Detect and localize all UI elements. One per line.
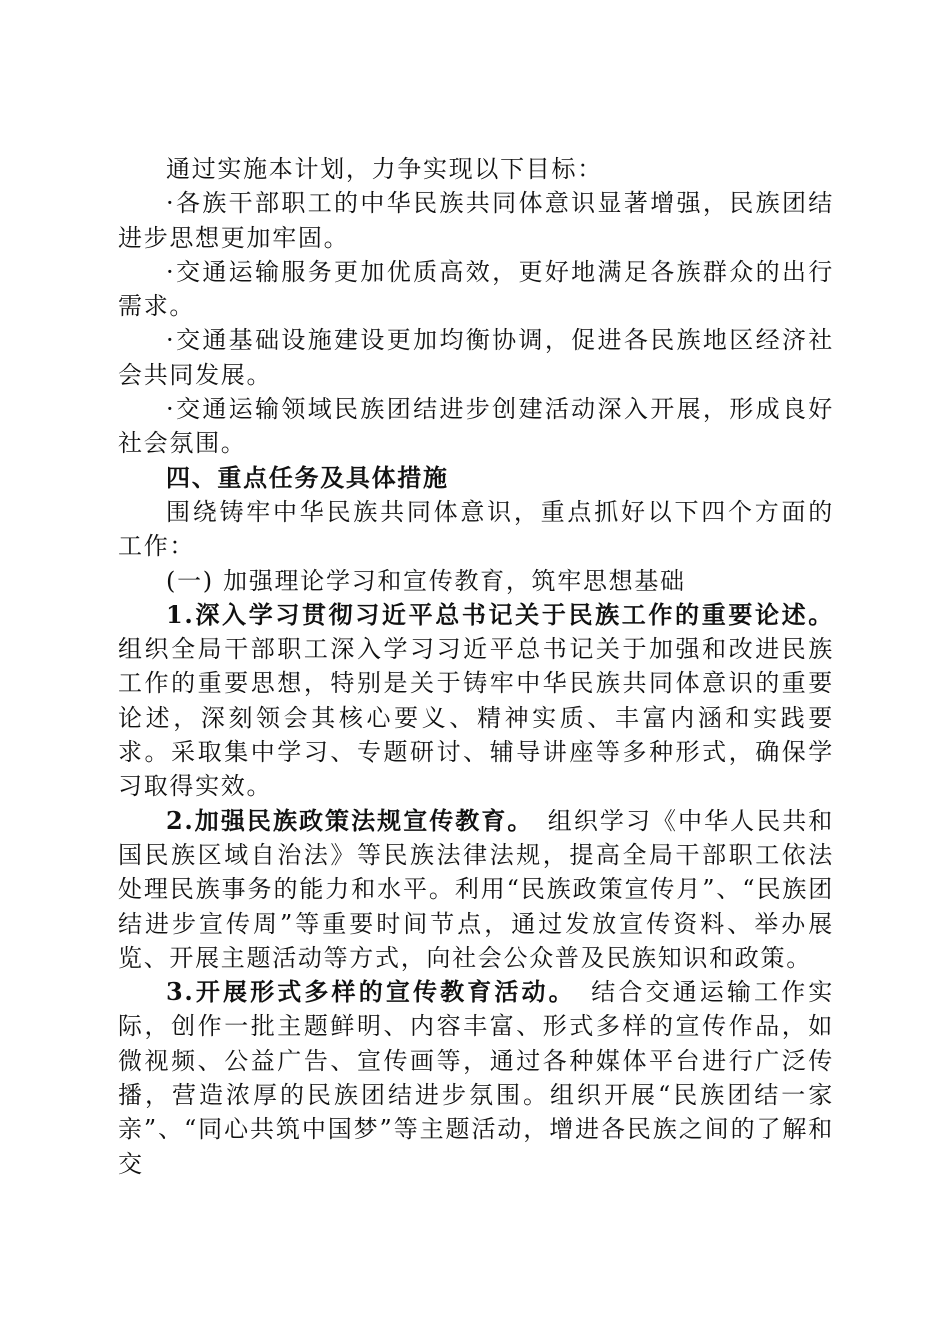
goal-item-2: ·交通运输服务更加优质高效，更好地满足各族群众的出行需求。 <box>118 257 834 321</box>
task-item-3-body: 结合交通运输工作实际，创作一批主题鲜明、内容丰富、形式多样的宣传作品，如微视频、公益广告、宣传画等，通过各种媒体平台进行广泛传播，营造浓厚的民族团结进步氛围。组织开展“民族团结一家亲”、“同心共筑中国梦”等主题活动，增进各民族之间的了解和交 <box>118 978 834 1178</box>
task-item-3 <box>118 975 834 1181</box>
section-heading: 四、重点任务及具体措施 <box>166 462 449 492</box>
task-item-1-title: 1.深入学习贯彻习近平总书记关于民族工作的重要论述。 <box>166 599 834 629</box>
task-item-2-title: 2.加强民族政策法规宣传教育。 <box>166 805 534 835</box>
section-intro: 围绕铸牢中华民族共同体意识，重点抓好以下四个方面的工作： <box>118 497 834 561</box>
document-page <box>118 152 834 1181</box>
task-item-2-body: 组织学习《中华人民共和国民族区域自治法》等民族法律法规，提高全局干部职工依法处理民族事务的能力和水平。利用“民族政策宣传月”、“民族团结进步宣传周”等重要时间节点，通过发放宣传资料、举办展览、开展主题活动等方式，向社会公众普及民族知识和政策。 <box>118 806 834 972</box>
goal-item-4: ·交通运输领域民族团结进步创建活动深入开展，形成良好社会氛围。 <box>118 395 834 458</box>
goal-item-3: ·交通基础设施建设更加均衡协调，促进各民族地区经济社会共同发展。 <box>118 326 834 389</box>
intro-paragraph: 通过实施本计划，力争实现以下目标： <box>166 155 603 183</box>
subsection-heading: (一) 加强理论学习和宣传教育，筑牢思想基础 <box>166 566 686 595</box>
task-item-1-body: 组织全局干部职工深入学习习近平总书记关于加强和改进民族工作的重要思想，特别是关于铸牢中华民族共同体意识的重要论述，深刻领会其核心要义、精神实质、丰富内涵和实践要求。采取集中学习、专题研讨、辅导讲座等多种形式，确保学习取得实效。 <box>118 635 834 801</box>
task-item-3-title: 3.开展形式多样的宣传教育活动。 <box>166 977 576 1007</box>
task-item-1 <box>118 598 834 804</box>
task-item-2 <box>118 804 834 975</box>
goal-item-1: ·各族干部职工的中华民族共同体意识显著增强，民族团结进步思想更加牢固。 <box>118 189 834 252</box>
